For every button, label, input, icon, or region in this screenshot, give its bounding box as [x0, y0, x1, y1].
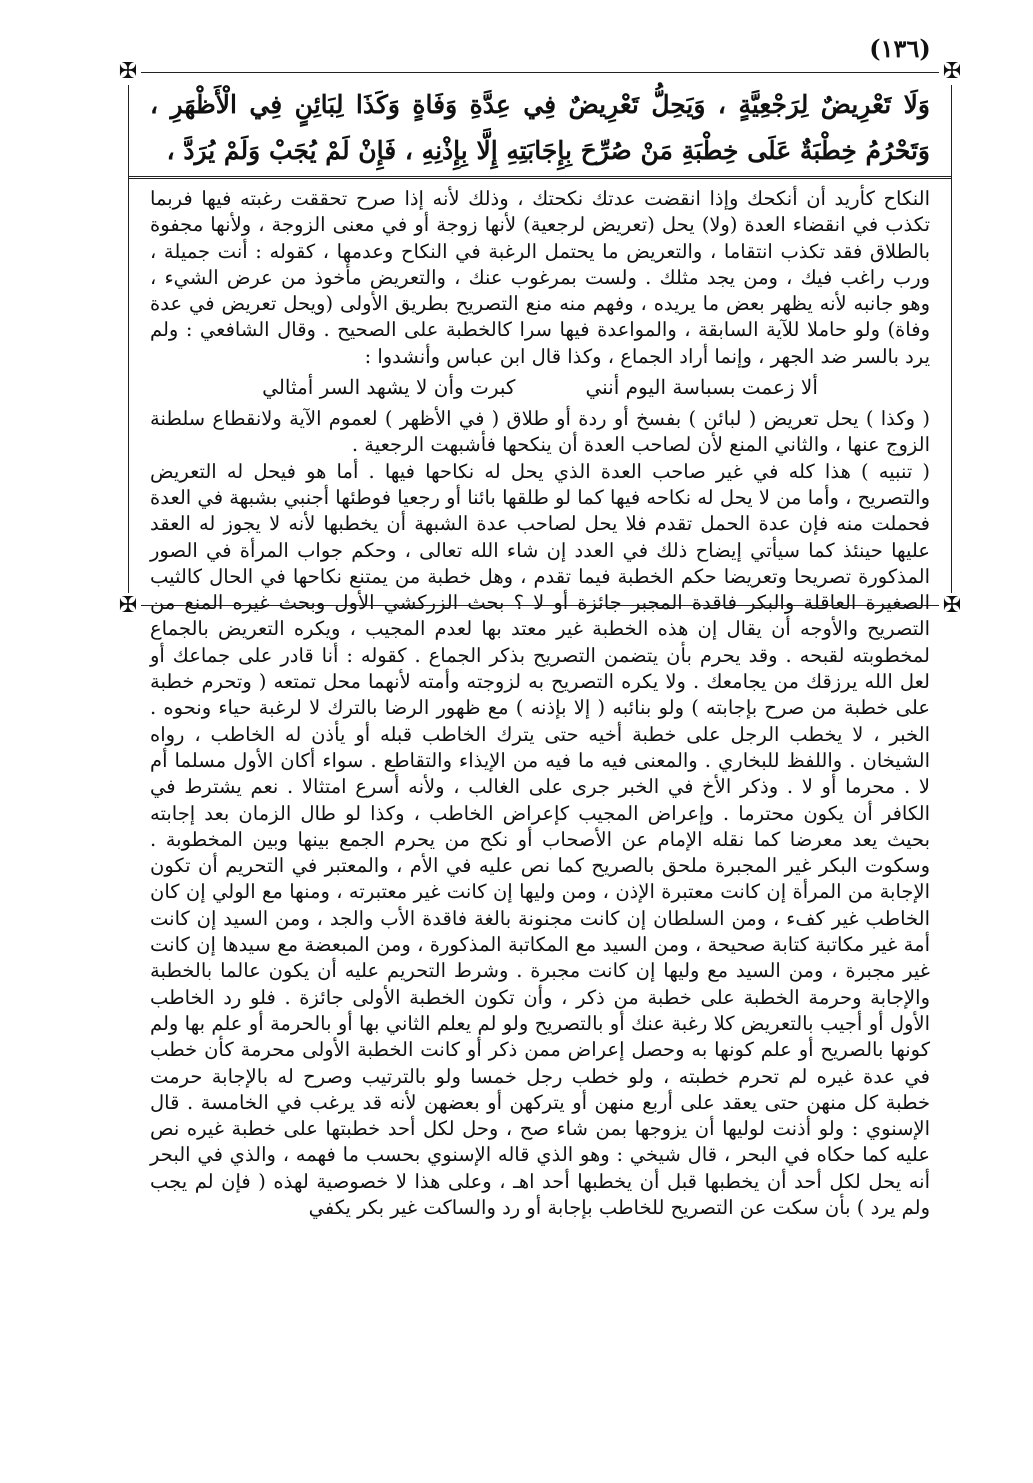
commentary-paragraph: ( تنبيه ) هذا كله في غير صاحب العدة الذي يحل له نكاحها فيها . أما هو فيحل له التعريض والتصريح ، وأما من لا يحل له نكاحه فيها كما لو طلقها بائنا أو رجعيا فوطئها أجنبي بشبهة في العدة فحملت منه فإن عدة الحمل تقدم فلا يحل لصاحب عدة الشبهة أن يخطبها لأنه لا يجوز له العقد عليها حينئذ كما سيأتي إيضاح ذلك في العدد إن شاء الله تعالى ، وحكم جواب المرأة في الصور المذكورة تصريحا وتعريضا حكم الخطبة فيما تقدم ، وهل خطبة من يمتنع نكاحها في الحال كالثيب الصغيرة العاقلة والبكر فاقدة المجبر جائزة أو لا ؟ بحث الزركشي الأول وبحث غيره المنع من التصريح والأوجه أن يقال إن هذه الخطبة غير معتد بها لعدم المجيب ، ويكره التعريض بالجماع لمخطوبته لقبحه . وقد يحرم بأن يتضمن التصريح بذكر الجماع . كقوله : أنا قادر على جماعك أو لعل الله يرزقك من يجامعك . ولا يكره التصريح به لزوجته وأمته لأنهما محل تمتعه ( وتحرم خطبة على خطبة من صرح بإجابته ) ولو بنائبه ( إلا بإذنه ) مع ظهور الرضا بالترك لا لرغبة حياء ونحوه . الخبر ، لا يخطب الرجل على خطبة أخيه حتى يترك الخاطب قبله أو يأذن له الخاطب ، رواه الشيخان . واللفظ للبخاري . والمعنى فيه ما فيه من الإيذاء والتقاطع . سواء أكان الأول مسلما أم لا . محرما أو لا . وذكر الأخ في الخبر جرى على الغالب ، ولأنه أسرع امتثالا . نعم يشترط في الكافر أن يكون محترما . وإعراض المجيب كإعراض الخاطب ، وكذا لو طال الزمان بعد إجابته بحيث يعد معرضا كما نقله الإمام عن الأصحاب أو نكح من يحرم الجمع بينها وبين المخطوبة . وسكوت البكر غير المجبرة ملحق بالصريح كما نص عليه في الأم ، والمعتبر في التحريم أن تكون الإجابة من المرأة إن كانت معتبرة الإذن ، ومن وليها إن كانت غير معتبرته ، ومنها مع الولي إن كان الخاطب غير كفء ، ومن السلطان إن كانت مجنونة بالغة فاقدة الأب والجد ، ومن السيد إن كانت أمة غير مكاتبة كتابة صحيحة ، ومن السيد مع المكاتبة المذكورة ، ومن المبعضة مع سيدها إن كانت غير مجبرة ، ومن السيد مع وليها إن كانت مجبرة . وشرط التحريم عليه أن يكون عالما بالخطبة والإجابة وحرمة الخطبة على خطبة من ذكر ، وأن تكون الخطبة الأولى جائزة . فلو رد الخاطب الأول أو أجيب بالتعريض كلا رغبة عنك أو بالتصريح ولو لم يعلم الثاني بها أو بالحرمة أو علم بها ولم كونها بالصريح أو علم كونها به وحصل إعراض ممن ذكر أو كانت الخطبة الأولى محرمة كأن خطب في عدة غيره لم تحرم خطبته ، ولو خطب رجل خمسا ولو بالترتيب وصرح له بالإجابة حرمت خطبة كل منهن حتى يعقد على أربع منهن أو يتركهن أو بعضهن لأنه قد يرغب في الخامسة . قال الإسنوي : ولو أذنت لوليها أن يزوجها بمن شاء صح ، وحل لكل أحد خطبتها على خطبة غيره نص عليه كما حكاه في البحر ، قال شيخي : وهو الذي قاله الإسنوي بحسب ما فهمه ، والذي في البحر أنه يحل لكل أحد أن يخطبها قبل أن يخطبها أحد اهـ ، وعلى هذا لا خصوصية لهذه ( فإن لم يجب ولم يرد ) بأن سكت عن التصريح للخاطب بإجابة أو رد والساكت غير بكر يكفي [150, 459, 930, 1219]
corner-ornament-icon: ✠ [115, 593, 141, 619]
poetry-verse [150, 372, 930, 402]
matn-text: وَلَا تَعْرِيضٌ لِرَجْعِيَّةٍ ، وَيَحِلُّ تَعْرِيضٌ فِي عِدَّةِ وَفَاةٍ وَكَذَا لِبَائِنٍ فِي الْأَظْهَرِ ، وَتَحْرُمُ خِطْبَةٌ عَلَى خِطْبَةِ مَنْ صُرِّحَ بِإِجَابَتِهِ إِلَّا بِإِذْنِهِ ، فَإِنْ لَمْ يُجَبْ وَلَمْ يُرَدَّ ، [150, 90, 930, 165]
corner-ornament-icon: ✠ [939, 59, 965, 85]
commentary-paragraph: النكاح كأريد أن أنكحك وإذا انقضت عدتك نكحتك ، وذلك لأنه إذا صرح تحققت رغبته فيها فربما تكذب في انقضاء العدة (ولا) يحل (تعريض لرجعية) لأنها زوجة أو في معنى الزوجة ، ولأنها مجفوة بالطلاق فقد تكذب انتقاما ، والتعريض ما يحتمل الرغبة في النكاح وعدمها ، كقوله : أنت جميلة ، ورب راغب فيك ، ومن يجد مثلك . ولست بمرغوب عنك ، والتعريض مأخوذ من عرض الشيء ، وهو جانبه لأنه يظهر بعض ما يريده ، وفهم منه منع التصريح بطريق الأولى (ويحل تعريض في عدة وفاة) ولو حاملا للآية السابقة ، والمواعدة فيها سرا كالخطبة على الصحيح . وقال الشافعي : ولم يرد بالسر ضد الجهر ، وإنما أراد الجماع ، وكذا قال ابن عباس وأنشدوا : [150, 187, 930, 368]
corner-ornament-icon: ✠ [939, 593, 965, 619]
commentary-body [150, 186, 930, 1219]
verse-first-hemistich: ألا زعمت بسباسة اليوم أنني [585, 375, 818, 400]
verse-second-hemistich: كبرت وأن لا يشهد السر أمثالي [262, 375, 516, 400]
double-rule-divider [128, 176, 952, 179]
commentary-paragraph: ( وكذا ) يحل تعريض ( لبائن ) بفسخ أو ردة أو طلاق ( في الأظهر ) لعموم الآية ولانقطاع سلطنة الزوج عنها ، والثاني المنع لأن لصاحب العدة أن ينكحها فأشبهت الرجعية . [150, 407, 930, 457]
page-number: (١٣٦) [869, 34, 931, 63]
corner-ornament-icon: ✠ [115, 59, 141, 85]
